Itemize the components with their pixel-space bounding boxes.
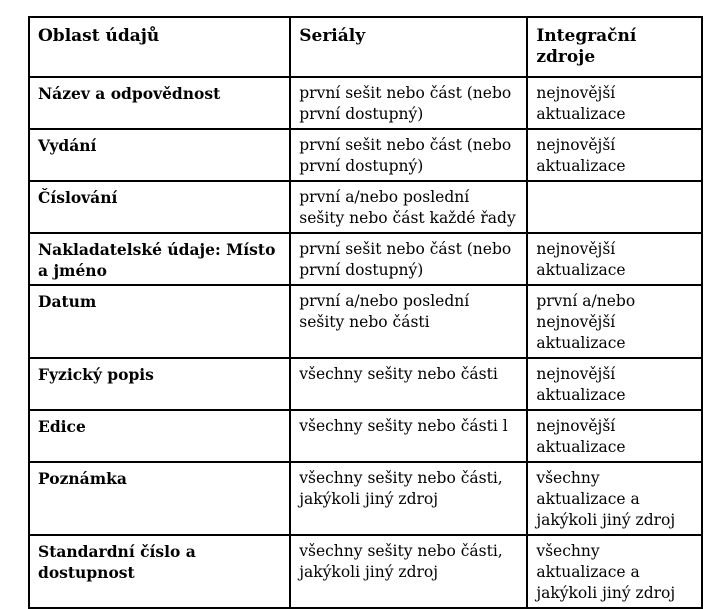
table-row (29, 77, 702, 129)
serials-cell: první sešit nebo část (nebo první dostupný) (290, 233, 527, 285)
table-row (29, 410, 702, 462)
field-cell: Nakladatelské údaje: Místo a jméno (29, 233, 290, 285)
header-cell-integrating: Integrační zdroje (527, 17, 702, 77)
serials-cell: všechny sešity nebo části (290, 358, 527, 410)
serials-cell: všechny sešity nebo části l (290, 410, 527, 462)
integrating-cell: všechny aktualizace a jakýkoli jiný zdroj (527, 462, 702, 535)
table-row (29, 233, 702, 285)
table-row (29, 129, 702, 181)
integrating-cell: nejnovější aktualizace (527, 358, 702, 410)
serials-cell: všechny sešity nebo části, jakýkoli jiný zdroj (290, 535, 527, 608)
field-cell: Název a odpovědnost (29, 77, 290, 129)
field-cell: Vydání (29, 129, 290, 181)
table-row (29, 535, 702, 608)
serials-cell: první sešit nebo část (nebo první dostupný) (290, 129, 527, 181)
table-row (29, 285, 702, 358)
integrating-cell: nejnovější aktualizace (527, 129, 702, 181)
table-row (29, 358, 702, 410)
field-cell: Poznámka (29, 462, 290, 535)
header-cell-area: Oblast údajů (29, 17, 290, 77)
integrating-cell: všechny aktualizace a jakýkoli jiný zdroj (527, 535, 702, 608)
serials-cell: první a/nebo poslední sešity nebo část každé řady (290, 181, 527, 233)
integrating-cell: nejnovější aktualizace (527, 77, 702, 129)
integrating-cell: první a/nebo nejnovější aktualizace (527, 285, 702, 358)
integrating-cell: nejnovější aktualizace (527, 410, 702, 462)
header-row (29, 17, 702, 77)
integrating-cell: nejnovější aktualizace (527, 233, 702, 285)
serials-cell: první sešit nebo část (nebo první dostupný) (290, 77, 527, 129)
sources-table (28, 16, 703, 609)
field-cell: Fyzický popis (29, 358, 290, 410)
field-cell: Datum (29, 285, 290, 358)
table-row (29, 462, 702, 535)
integrating-cell (527, 181, 702, 233)
serials-cell: první a/nebo poslední sešity nebo části (290, 285, 527, 358)
field-cell: Standardní číslo a dostupnost (29, 535, 290, 608)
field-cell: Číslování (29, 181, 290, 233)
field-cell: Edice (29, 410, 290, 462)
serials-cell: všechny sešity nebo části, jakýkoli jiný zdroj (290, 462, 527, 535)
table-row (29, 181, 702, 233)
header-cell-serials: Seriály (290, 17, 527, 77)
